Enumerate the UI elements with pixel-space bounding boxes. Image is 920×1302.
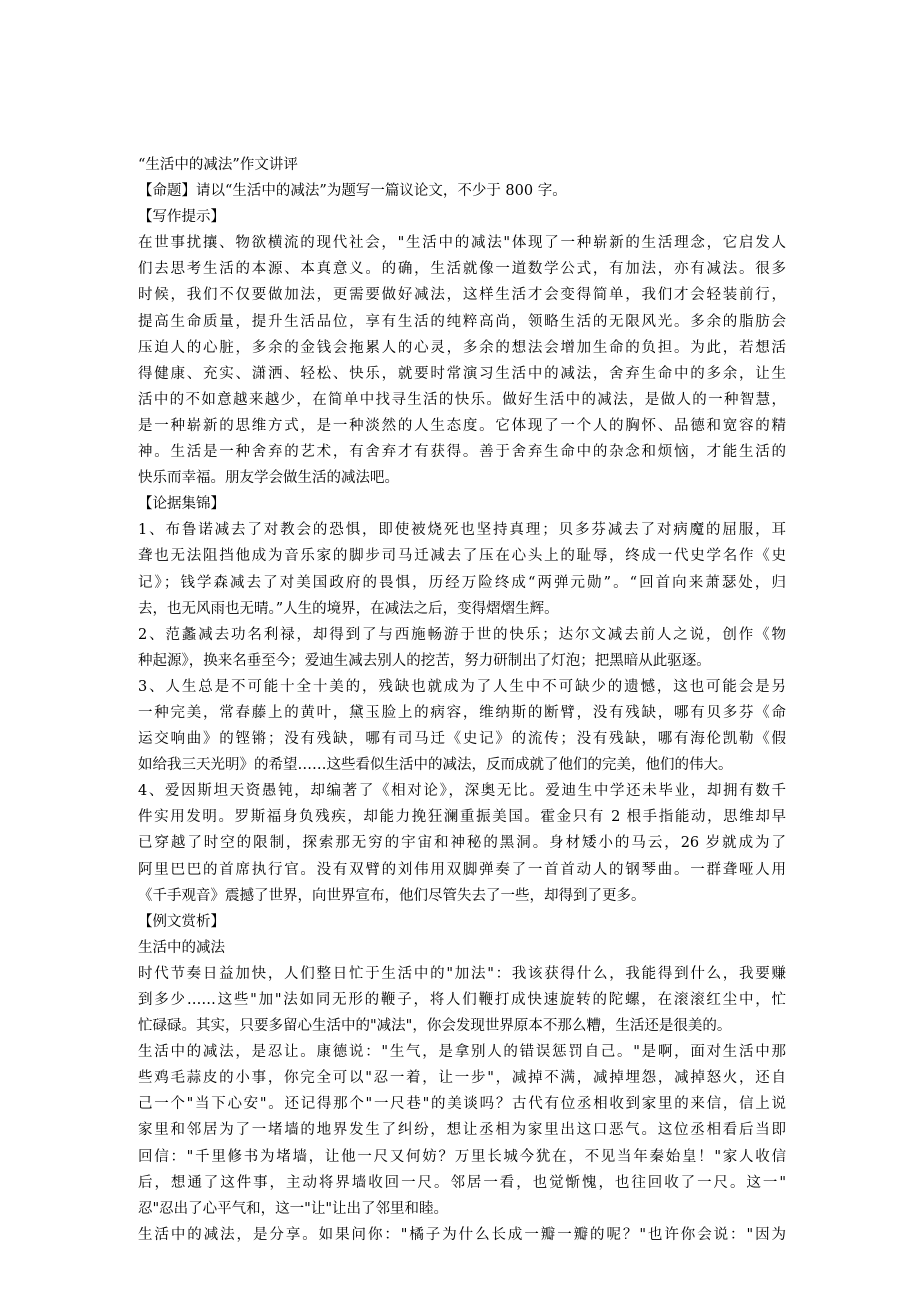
text-line: 阿里巴巴的首席执行官。没有双臂的刘伟用双脚弹奏了一首首动人的钢琴曲。一群聋哑人用 <box>138 861 786 878</box>
text-line: 1、布鲁诺减去了对教会的恐惧，即使被烧死也坚持真理；贝多芬减去了对病魔的屈服，耳 <box>138 522 786 539</box>
text-line: 家里和邻居为了一堵墙的地界发生了纠纷，想让丞相为家里出这口恶气。这位丞相看后当即 <box>138 1122 786 1139</box>
text-line: 件实用发明。罗斯福身负残疾，却能力挽狂澜重振美国。霍金只有 2 根手指能动，思维却早 <box>138 809 786 826</box>
evidence-heading: 【论据集锦】 <box>138 496 225 513</box>
document-page <box>138 152 786 1248</box>
writing-tips-heading: 【写作提示】 <box>138 209 225 226</box>
text-line: 《千手观音》震撼了世界，向世界宣布，他们尽管失去了一些，却得到了更多。 <box>138 887 646 904</box>
text-line: 记》；钱学森减去了对美国政府的畏惧，历经万险终成“两弹元勋”。“回首向来萧瑟处，归 <box>138 574 786 591</box>
text-line: 时候，我们不仅要做加法，更需要做好减法，这样生活才会变得简单，我们才会轻装前行， <box>138 287 786 304</box>
text-line: 忙碌碌。其实，只要多留心生活中的"减法"，你会发现世界原本不那么糟，生活还是很美的。 <box>138 1018 732 1035</box>
text-line: 2、范蠡减去功名利禄，却得到了与西施畅游于世的快乐；达尔文减去前人之说，创作《物 <box>138 626 786 643</box>
evidence-list <box>138 517 786 908</box>
text-line: 些鸡毛蒜皮的小事，你完全可以"忍一着，让一步"，减掉不满，减掉埋怨，减掉怒火，还自 <box>138 1070 786 1087</box>
text-line: 己一个"当下心安"。还记得那个"一尺巷"的美谈吗？古代有位丞相收到家里的来信，信上说 <box>138 1096 786 1113</box>
sample-title: 生活中的减法 <box>138 939 225 956</box>
text-line: 提高生命质量，提升生活品位，享有生活的纯粹高尚，领略生活的无限风光。多余的脂肪会 <box>138 313 786 330</box>
text-line: 压迫人的心脏，多余的金钱会拖累人的心灵，多余的想法会增加生命的负担。为此，若想活 <box>138 339 786 356</box>
text-line: 3、人生总是不可能十全十美的，残缺也就成为了人生中不可缺少的遗憾，这也可能会是另 <box>138 678 786 695</box>
text-line: 聋也无法阻挡他成为音乐家的脚步司马迁减去了压在心头上的耻辱，终成一代史学名作《史 <box>138 548 786 565</box>
text-line: 已穿越了时空的限制，探索那无穷的宇宙和神秘的黑洞。身材矮小的马云，26 岁就成为了 <box>138 835 786 852</box>
text-line: 活中的不如意越来越少，在简单中找寻生活的快乐。做好生活中的减法，是做人的一种智慧， <box>138 391 786 408</box>
text-line: 快乐而幸福。朋友学会做生活的减法吧。 <box>138 470 399 487</box>
text-line: 如给我三天光明》的希望……这些看似生活中的减法，反而成就了他们的完美，他们的伟大。 <box>138 757 733 774</box>
text-line: 回信："千里修书为堵墙，让他一尺又何妨？万里长城今犹在，不见当年秦始皇！"家人收信 <box>138 1148 786 1165</box>
text-line: 们去思考生活的本源、本真意义。的确，生活就像一道数学公式，有加法，亦有减法。很多 <box>138 261 786 278</box>
text-line: 是一种崭新的思维方式，是一种淡然的人生态度。它体现了一个人的胸怀、品德和宽容的精 <box>138 417 786 434</box>
sample-essay <box>138 961 786 1248</box>
text-line: 种起源》，换来名垂至今；爱迪生减去别人的挖苦，努力研制出了灯泡；把黑暗从此驱逐。 <box>138 652 711 669</box>
text-line: 得健康、充实、潇洒、轻松、快乐，就要时常演习生活中的减法，舍弃生命中的多余，让生 <box>138 365 786 382</box>
text-line: 时代节奏日益加快，人们整日忙于生活中的"加法"：我该获得什么，我能得到什么，我要赚 <box>138 965 786 982</box>
prompt-line: 【命题】请以“生活中的减法”为题写一篇议论文，不少于 800 字。 <box>138 183 567 200</box>
sample-heading: 【例文赏析】 <box>138 913 225 930</box>
document-title: “生活中的减法”作文讲评 <box>138 157 298 173</box>
writing-tips-paragraph <box>138 230 786 491</box>
text-line: 去，也无风雨也无晴。”人生的境界，在减法之后，变得熠熠生辉。 <box>138 600 559 617</box>
text-line: 忍"忍出了心平气和，这一"让"让出了邻里和睦。 <box>138 1200 449 1217</box>
text-line: 神。生活是一种舍弃的艺术，有舍弃才有获得。善于舍弃生命中的杂念和烦恼，才能生活的 <box>138 444 786 461</box>
text-line: 生活中的减法，是忍让。康德说："生气，是拿别人的错误惩罚自己。"是啊，面对生活中那 <box>138 1044 786 1061</box>
text-line: 4、爱因斯坦天资愚钝，却编著了《相对论》，深奥无比。爱迪生中学还未毕业，却拥有数千 <box>138 783 786 800</box>
text-line: 在世事扰攘、物欲横流的现代社会，"生活中的减法"体现了一种崭新的生活理念，它启发人 <box>138 235 786 252</box>
text-line: 到多少……这些"加"法如同无形的鞭子，将人们鞭打成快速旋转的陀螺，在滚滚红尘中，忙 <box>138 992 786 1008</box>
text-line: 运交响曲》的铿锵；没有残缺，哪有司马迁《史记》的流传；没有残缺，哪有海伦凯勒《假 <box>138 731 786 748</box>
text-line: 生活中的减法，是分享。如果问你："橘子为什么长成一瓣一瓣的呢？"也许你会说："因为 <box>138 1226 786 1243</box>
text-line: 一种完美，常春藤上的黄叶，黛玉脸上的病容，维纳斯的断臂，没有残缺，哪有贝多芬《命 <box>138 704 786 721</box>
text-line: 后，想通了这件事，主动将界墙收回一尺。邻居一看，也觉惭愧，也往回收了一尺。这一" <box>138 1174 786 1191</box>
